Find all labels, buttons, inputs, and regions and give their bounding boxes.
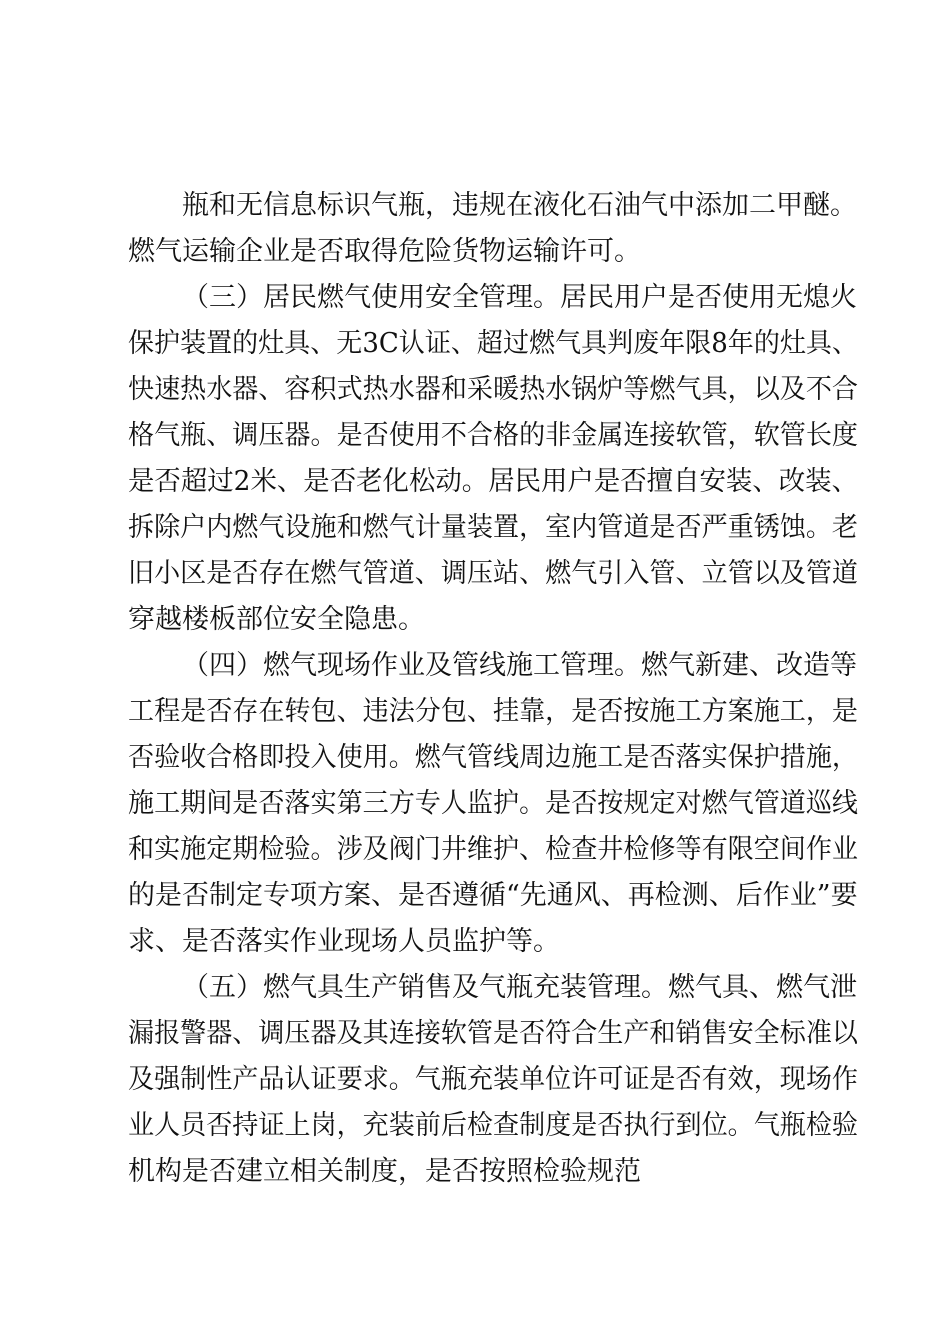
text-line: 和实施定期检验。涉及阀门井维护、检查井检修等有限空间作业 <box>128 834 858 865</box>
text-line: 施工期间是否落实第三方专人监护。是否按规定对燃气管道巡线 <box>128 788 858 819</box>
section-heading-5: （五）燃气具生产销售及气瓶充装管理。燃气具、燃气泄 <box>182 972 857 1003</box>
section-heading-4: （四）燃气现场作业及管线施工管理。燃气新建、改造等 <box>182 650 857 681</box>
text-line: 的是否制定专项方案、是否遵循“先通风、再检测、后作业”要 <box>128 880 858 911</box>
text-line: 是否超过2米、是否老化松动。居民用户是否擅自安装、改装、 <box>128 466 858 497</box>
text-line: 旧小区是否存在燃气管道、调压站、燃气引入管、立管以及管道 <box>128 558 858 589</box>
text-line: 瓶和无信息标识气瓶，违规在液化石油气中添加二甲醚。 <box>182 190 857 221</box>
text-line: 及强制性产品认证要求。气瓶充装单位许可证是否有效，现场作 <box>128 1064 858 1095</box>
text-line: 拆除户内燃气设施和燃气计量装置，室内管道是否严重锈蚀。老 <box>128 512 858 543</box>
text-line: 保护装置的灶具、无3C认证、超过燃气具判废年限8年的灶具、 <box>128 328 858 359</box>
text-line: 燃气运输企业是否取得危险货物运输许可。 <box>128 236 641 267</box>
text-line: 穿越楼板部位安全隐患。 <box>128 604 425 635</box>
text-line: 漏报警器、调压器及其连接软管是否符合生产和销售安全标准以 <box>128 1018 858 1049</box>
text-line: 求、是否落实作业现场人员监护等。 <box>128 926 560 957</box>
text-line: 格气瓶、调压器。是否使用不合格的非金属连接软管，软管长度 <box>128 420 858 451</box>
text-line: 否验收合格即投入使用。燃气管线周边施工是否落实保护措施， <box>128 742 858 773</box>
text-line: 快速热水器、容积式热水器和采暖热水锅炉等燃气具，以及不合 <box>128 374 858 405</box>
text-line: 业人员否持证上岗，充装前后检查制度是否执行到位。气瓶检验 <box>128 1110 858 1141</box>
section-heading-3: （三）居民燃气使用安全管理。居民用户是否使用无熄火 <box>182 282 857 313</box>
text-line: 工程是否存在转包、违法分包、挂靠，是否按施工方案施工，是 <box>128 696 858 727</box>
text-line: 机构是否建立相关制度，是否按照检验规范 <box>128 1156 641 1187</box>
